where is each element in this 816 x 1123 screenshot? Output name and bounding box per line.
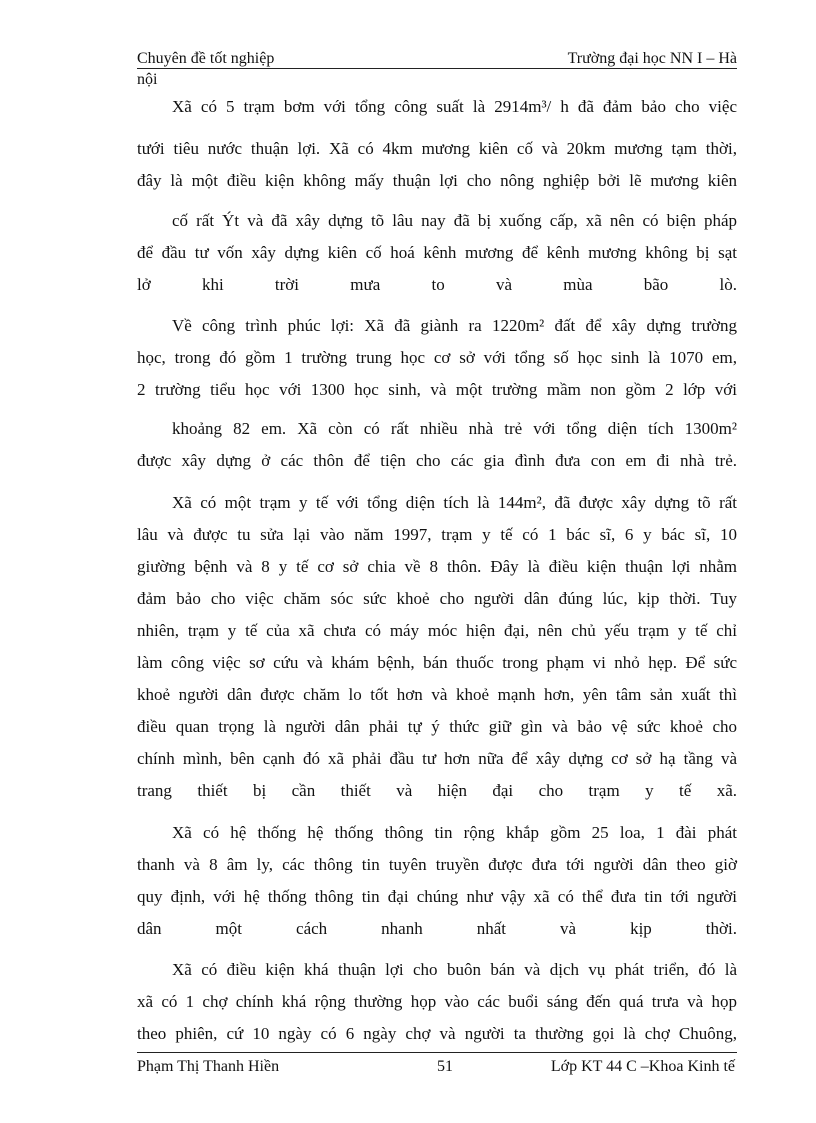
text-line: lâu và được tu sửa lại vào năm 1997, trạm y tế có 1 bác sĩ, 6 y bác sĩ, 10	[137, 525, 737, 544]
text-line: điều quan trọng là người dân phải tự ý thức giữ gìn và bảo vệ sức khoẻ cho	[137, 717, 737, 736]
text-line: quy định, với hệ thống thông tin đại chúng như vậy xã có thể đưa tin tới người	[137, 887, 737, 906]
page-header	[137, 50, 737, 69]
text-line: đảm bảo cho việc chăm sóc sức khoẻ cho người dân đúng lúc, kịp thời. Tuy	[137, 589, 737, 608]
text-line: học, trong đó gồm 1 trường trung học cơ sở với tổng số học sinh là 1070 em,	[137, 348, 737, 367]
text-line: chính mình, bên cạnh đó xã phải đầu tư hơn nữa để xây dựng cơ sở hạ tầng và	[137, 749, 737, 768]
text-line: tưới tiêu nước thuận lợi. Xã có 4km mương kiên cố và 20km mương tạm thời,	[137, 139, 737, 158]
text-line: đây là một điều kiện không mấy thuận lợi cho nông nghiệp bởi lẽ mương kiên	[137, 171, 737, 190]
text-line: theo phiên, cứ 10 ngày có 6 ngày chợ và người ta thường gọi là chợ Chuông,	[137, 1024, 737, 1043]
text-line: nhiên, trạm y tế của xã chưa có máy móc hiện đại, nên chủ yếu trạm y tế chỉ	[137, 621, 737, 640]
page-footer	[137, 1052, 737, 1078]
text-line: trang thiết bị cần thiết và hiện đại cho trạm y tế xã.	[137, 781, 737, 800]
text-line: khoảng 82 em. Xã còn có rất nhiều nhà trẻ với tổng diện tích 1300m²	[172, 419, 737, 438]
text-line: làm công việc sơ cứu và khám bệnh, bán thuốc trong phạm vi nhỏ hẹp. Để sức	[137, 653, 737, 672]
text-line: dân một cách nhanh nhất và kịp thời.	[137, 919, 737, 938]
header-right-text: Trường đại học NN I – Hà	[567, 50, 737, 67]
footer-author: Phạm Thị Thanh Hiền	[137, 1058, 280, 1075]
text-line: thanh và 8 âm ly, các thông tin tuyên truyền được đưa tới người dân theo giờ	[137, 855, 737, 874]
text-line: Về công trình phúc lợi: Xã đã giành ra 1220m² đất để xây dựng trường	[172, 316, 737, 335]
text-line: để đầu tư vốn xây dựng kiên cố hoá kênh mương để kênh mương không bị sạt	[137, 243, 737, 262]
text-line: xã có 1 chợ chính khá rộng thường họp vào các buổi sáng đến quá trưa và họp	[137, 992, 737, 1011]
text-line: Xã có hệ thống hệ thống thông tin rộng khắp gồm 25 loa, 1 đài phát	[172, 823, 737, 842]
page-number: 51	[437, 1058, 453, 1075]
text-line: cố rất Ýt và đã xây dựng tõ lâu nay đã bị xuống cấp, xã nên có biện pháp	[172, 211, 737, 230]
text-line: giường bệnh và 8 y tế cơ sở chia về 8 thôn. Đây là điều kiện thuận lợi nhằm	[137, 557, 737, 576]
header-wrap-text: nội	[137, 71, 158, 88]
header-left-text: Chuyên đề tốt nghiệp	[137, 50, 275, 67]
text-line: khoẻ người dân được chăm lo tốt hơn và khoẻ mạnh hơn, yên tâm sản xuất thì	[137, 685, 737, 704]
footer-class: Lớp KT 44 C –Khoa Kinh tế	[550, 1058, 735, 1075]
text-line: 2 trường tiểu học với 1300 học sinh, và một trường mầm non gồm 2 lớp với	[137, 380, 737, 399]
text-line: Xã có điều kiện khá thuận lợi cho buôn bán và dịch vụ phát triển, đó là	[172, 960, 737, 979]
text-line: Xã có một trạm y tế với tổng diện tích là 144m², đã được xây dựng tõ rất	[172, 493, 737, 512]
text-line: Xã có 5 trạm bơm với tổng công suất là 2914m³/ h đã đảm bảo cho việc	[172, 97, 737, 116]
text-line: lở khi trời mưa to và mùa bão lò.	[137, 275, 737, 294]
text-line: được xây dựng ở các thôn để tiện cho các gia đình đưa con em đi nhà trẻ.	[137, 451, 737, 470]
